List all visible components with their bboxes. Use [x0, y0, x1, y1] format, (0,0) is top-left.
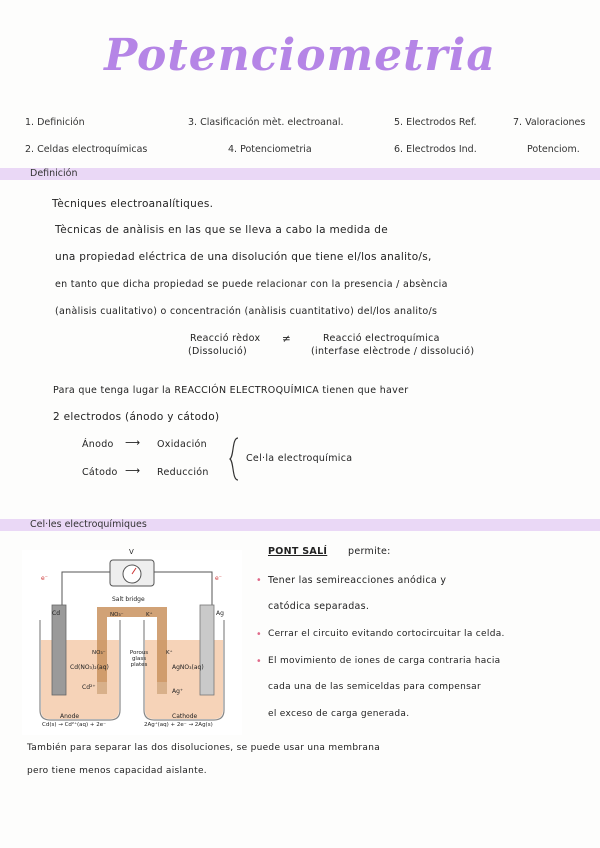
section-heading: Definición	[30, 168, 78, 179]
index-item-7: 7. Valoraciones	[513, 117, 586, 128]
salt-bridge-label: Salt bridge	[112, 596, 145, 603]
cell-label: Cel·la electroquímica	[246, 453, 353, 464]
pont-sali-heading: PONT SALÍ	[268, 546, 328, 557]
arrow-icon: ⟶	[125, 437, 141, 449]
compare-left: Reacció rèdox	[190, 333, 261, 344]
section-band-definicion	[0, 168, 600, 180]
nitrate-ion-label: NO₃⁻	[110, 612, 124, 618]
bullet-line: Tener las semireacciones anódica y	[268, 575, 447, 586]
cell-diagram	[22, 550, 242, 735]
cathode-caption: Cathode	[172, 713, 198, 720]
ag-ion-label: Ag⁺	[172, 688, 184, 695]
bullet-dot-icon: •	[256, 575, 262, 586]
note-line: pero tiene menos capacidad aislante.	[27, 766, 207, 776]
compare-right: Reacció electroquímica	[323, 333, 440, 344]
potassium-ion-label: K⁺	[146, 612, 153, 618]
compare-left-sub: (Dissolució)	[188, 346, 248, 357]
bullet-line: el exceso de carga generada.	[268, 709, 410, 719]
electron-label: e⁻	[215, 575, 222, 582]
index-item-6: 6. Electrodos Ind.	[394, 144, 477, 155]
ag-solution-label: AgNO₃(aq)	[172, 664, 204, 671]
bullet-line: cada una de las semiceldas para compensar	[268, 682, 481, 692]
index-item-3: 3. Clasificación mèt. electroanal.	[188, 117, 344, 128]
cd-solution-label: Cd(NO₃)₂(aq)	[70, 664, 109, 671]
potassium-ion-label: K⁺	[166, 650, 173, 656]
section-band-celles	[0, 519, 600, 531]
para-line: Tècnicas de anàlisis en las que se lleva a cabo la medida de	[55, 224, 388, 236]
anode-label: Ánodo	[82, 439, 114, 450]
cd-electrode-label: Cd	[52, 610, 60, 617]
index-item-4: 4. Potenciometria	[228, 144, 312, 155]
bullet-line: El movimiento de iones de carga contraria hacia	[268, 656, 501, 666]
cathode-equation: 2Ag⁺(aq) + 2e⁻ → 2Ag(s)	[144, 722, 213, 728]
index-item-1: 1. Definición	[25, 117, 85, 128]
reaction-line: 2 electrodos (ánodo y cátodo)	[53, 411, 220, 423]
porous-plates-label: Porous glass plates	[129, 650, 149, 668]
index-item-8: Potenciom.	[527, 144, 580, 155]
para-line: una propiedad eléctrica de una disolución que tiene el/los analito/s,	[55, 251, 432, 263]
electrochemical-cell-figure	[22, 550, 242, 735]
cathode-label: Cátodo	[82, 467, 118, 478]
anode-equation: Cd(s) → Cd²⁺(aq) + 2e⁻	[42, 722, 107, 728]
cd-ion-label: Cd²⁺	[82, 684, 96, 691]
section-heading: Cel·les electroquímiques	[30, 519, 147, 530]
arrow-icon: ⟶	[125, 465, 141, 477]
para-line: (anàlisis cualitativo) o concentración (anàlisis cuantitativo) del/los analito/s	[55, 306, 438, 317]
bullet-dot-icon: •	[256, 629, 262, 640]
electron-label: e⁻	[41, 575, 48, 582]
ag-electrode-label: Ag	[216, 610, 224, 617]
bullet-line: catódica separadas.	[268, 601, 370, 612]
index-item-2: 2. Celdas electroquímicas	[25, 144, 148, 155]
subtitle: Tècniques electroanalítiques.	[52, 198, 214, 210]
anode-process: Oxidación	[157, 439, 207, 450]
brace-icon	[228, 436, 242, 482]
voltmeter-label: V	[129, 548, 134, 556]
bullet-line: Cerrar el circuito evitando cortocircuitar la celda.	[268, 629, 505, 639]
cathode-process: Reducción	[157, 467, 209, 478]
anode-caption: Anode	[60, 713, 80, 720]
bullet-dot-icon: •	[256, 656, 262, 667]
para-line: en tanto que dicha propiedad se puede relacionar con la presencia / absència	[55, 279, 448, 290]
pont-sali-permite: permite:	[348, 546, 391, 557]
reaction-line: Para que tenga lugar la REACCIÓN ELECTROQUÍMICA tienen que haver	[53, 385, 409, 396]
note-line: También para separar las dos disoluciones, se puede usar una membrana	[27, 743, 381, 753]
index-item-5: 5. Electrodos Ref.	[394, 117, 477, 128]
page-title: Potenciometria	[104, 30, 496, 81]
compare-symbol: ≠	[282, 333, 292, 345]
nitrate-ion-label: NO₃⁻	[92, 650, 106, 656]
compare-right-sub: (interfase elèctrode / dissolució)	[311, 346, 475, 357]
